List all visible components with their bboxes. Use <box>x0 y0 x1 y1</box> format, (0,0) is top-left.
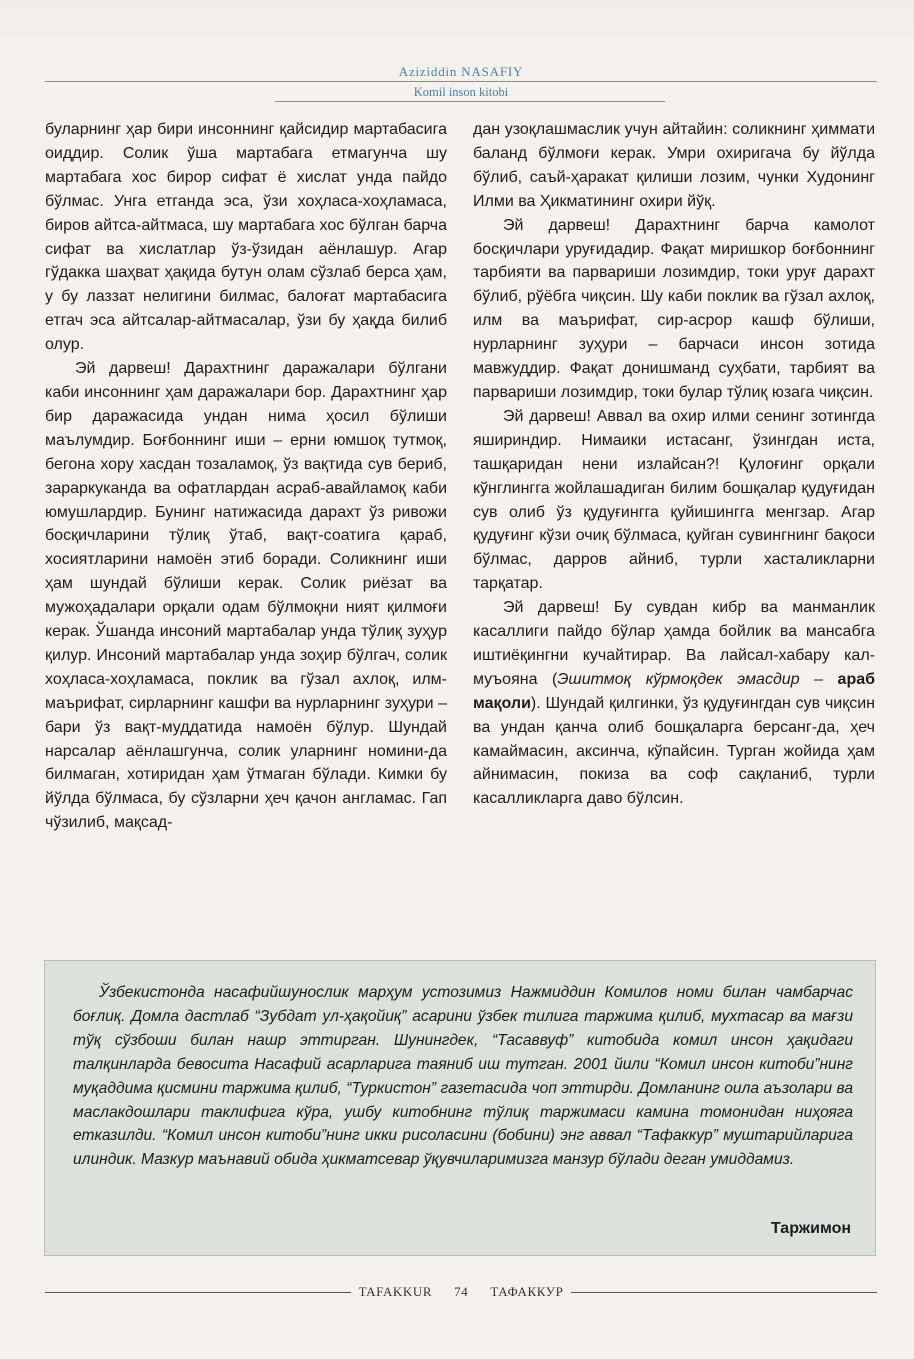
right-column <box>473 118 875 811</box>
footer-magazine-cyrillic: ТАФАККУР <box>490 1284 564 1299</box>
header-subrule <box>275 101 665 102</box>
left-paragraph-2: Эй дарвеш! Дарахтнинг даражалари бўлгани каби инсоннинг ҳам даражалари бор. Дарахтнинг ҳар бир даражасида ундан нима ҳосил бўлиши маълумдир. Боғбоннинг иши – ерни юмшоқ тутмоқ, бегона хору хасдан тозаламоқ, ўз вақтида сув бериб, зараркуканда ва офатлардан асраб-авайламоқ каби юмушлардир. Бунинг натижасида дарахт ўз ривожи босқичларини тўлиқ ўтаб, вақт-соатига қараб, хосиятларини намоён этиб боради. Соликнинг иши ҳам шундай бўлиши керак. Солик риёзат ва мужоҳадалари орқали одам бўлмоқни ният қилмоғи керак. Ўшанда инсоний мартабалар унда тўлиқ зуҳур қилур. Инсоний мартабалар унда зоҳир бўлгач, солик хоҳласа-хоҳламаса, поклик ва гўзал ахлоқ, илм-маърифат, сирларнинг кашфи ва нурларнинг зуҳури – бари ўз вақт-муддатида намоён бўлур. Шундай нарсалар аёнлашгунча, солик уларнинг номини-да билмаган, хотиридан ҳам ўтмаган бўлади. Кимки бу йўлда бўлмаса, бу сўзларни ҳеч қачон англамас. Гап чўзилиб, мақсад- <box>45 360 447 832</box>
translator-note-text: Ўзбекистонда насафийшунослик марҳум устозимиз Нажмиддин Комилов номи билан чамбарчас боғлиқ. Домла дастлаб “Зубдат ул-ҳақойиқ” асарини ўзбек тилига таржима қилиб, мухтасар ва мағзи тўқ сўзбоши билан нашр эттирган. Шунингдек, “Тасаввуф” китобида комил инсон ҳақидаги талқинларда бевосита Насафий асарларига таяниб иш тутган. 2001 йили “Комил инсон китоби”нинг муқаддима қисмини таржима қилиб, “Туркистон” газетасида чоп эттирди. Домланинг оила аъзолари ва маслакдошлари таклифига кўра, ушбу китобнинг тўлиқ таржимаси камина томонидан ниҳояга етказилди. “Комил инсон китоби”нинг икки рисоласини (бобини) энг аввал “Тафаккур” муштарийларига илиндик. Мазкур маънавий обида ҳикматсевар ўқувчиларимизга манзур бўлади деган умиддамиз. <box>73 984 853 1169</box>
footer-magazine-latin: TAFAKKUR <box>358 1284 433 1299</box>
paragraph-4-start: Эй дарвеш! Бу сувдан кибр ва манманлик касаллиги пайдо бўлар ҳамда бойлик ва мансабга иштиёқингни кучайтирар. Ва лайсал-хабару кал-муъояна ( <box>473 599 875 688</box>
translator-note-box <box>44 960 876 1256</box>
header-rule <box>45 81 877 82</box>
right-paragraph-4 <box>473 596 875 811</box>
running-header <box>45 63 877 102</box>
left-column <box>45 118 447 835</box>
left-paragraph-1: буларнинг ҳар бири инсоннинг қайсидир мартабасига оиддир. Солик ўша мартабага етмагунча шу мартабага хос бирор сифат ё хислат унда пайдо бўлмас. Унга етганда эса, ўзи хоҳласа-хоҳламаса, биров айтса-айтмаса, шу мартабага хос бўлган барча сифат ва хислатлар ўз-ўзидан аёнлашур. Агар гўдакка шаҳват ҳақида бутун олам сўзлаб берса ҳам, у бу лаззат нелигини билмас, балоғат мартабасига етгач эса айтсалар-айтмасалар, ўзи бу ҳақда билиб олур. <box>45 121 447 354</box>
right-paragraph-3: Эй дарвеш! Аввал ва охир илми сенинг зотингда яшириндир. Нимаики истасанг, ўзингдан иста, ташқаридан нени излайсан?! Қулоғинг орқали кўнглингга жойлашадиган билим бошқалар қудуғидан сув олиб ўз қудуғингга қуйишингга менгзар. Агар қудуғинг кўзи очиқ бўлмаса, қуйган сувингнинг бақоси бўлмас, дарров айниб, турли хасталикларни тарқатар. <box>473 407 875 593</box>
proverb-source: араб мақоли <box>473 670 875 712</box>
footer-rule-right <box>571 1292 877 1293</box>
page-footer <box>45 1282 877 1302</box>
header-author: Aziziddin NASAFIY <box>398 64 524 79</box>
scan-top-margin <box>0 0 914 40</box>
page-number: 74 <box>454 1284 469 1299</box>
translator-signature: Таржимон <box>770 1220 851 1237</box>
right-paragraph-1: дан узоқлашмаслик учун айтайин: соликнинг ҳиммати баланд бўлмоғи керак. Умри охиригача бу йўлда бўлиб, саъй-ҳаракат қилиши лозим, чунки Худонинг Илми ва Ҳикматининг охири йўқ. <box>473 121 875 210</box>
proverb-translation: Эшитмоқ кўрмоқдек эмасдир – <box>557 670 824 688</box>
footer-rule-left <box>45 1292 351 1293</box>
paragraph-4-end: ). Шундай қилгинки, ўз қудуғингдан сув чиқсин ва ундан қанча олиб бошқаларга берсанг-да, ҳеч камаймасин, аксинча, кўпайсин. Турган жойида ҳам айнимасин, покиза ва соф сақланиб, турли касалликларга даво бўлсин. <box>473 694 875 808</box>
right-paragraph-2: Эй дарвеш! Дарахтнинг барча камолот босқичлари уруғидадир. Фақат миришкор боғбоннинг тарбияти ва парвариши лозимдир, токи уруғ дарахт бўлиб, рўёбга чиқсин. Шу каби поклик ва гўзал ахлоқ, илм ва маърифат, сир-асрор кашф бўлиши, нурларнинг зуҳури – барчаси инсон зотида мавжуддир. Фақат донишманд суҳбати, тарбият ва парвариши лозимдир, токи булар тўлиқ юзага чиқсин. <box>473 216 875 401</box>
header-book-title: Komil inson kitobi <box>413 85 509 99</box>
